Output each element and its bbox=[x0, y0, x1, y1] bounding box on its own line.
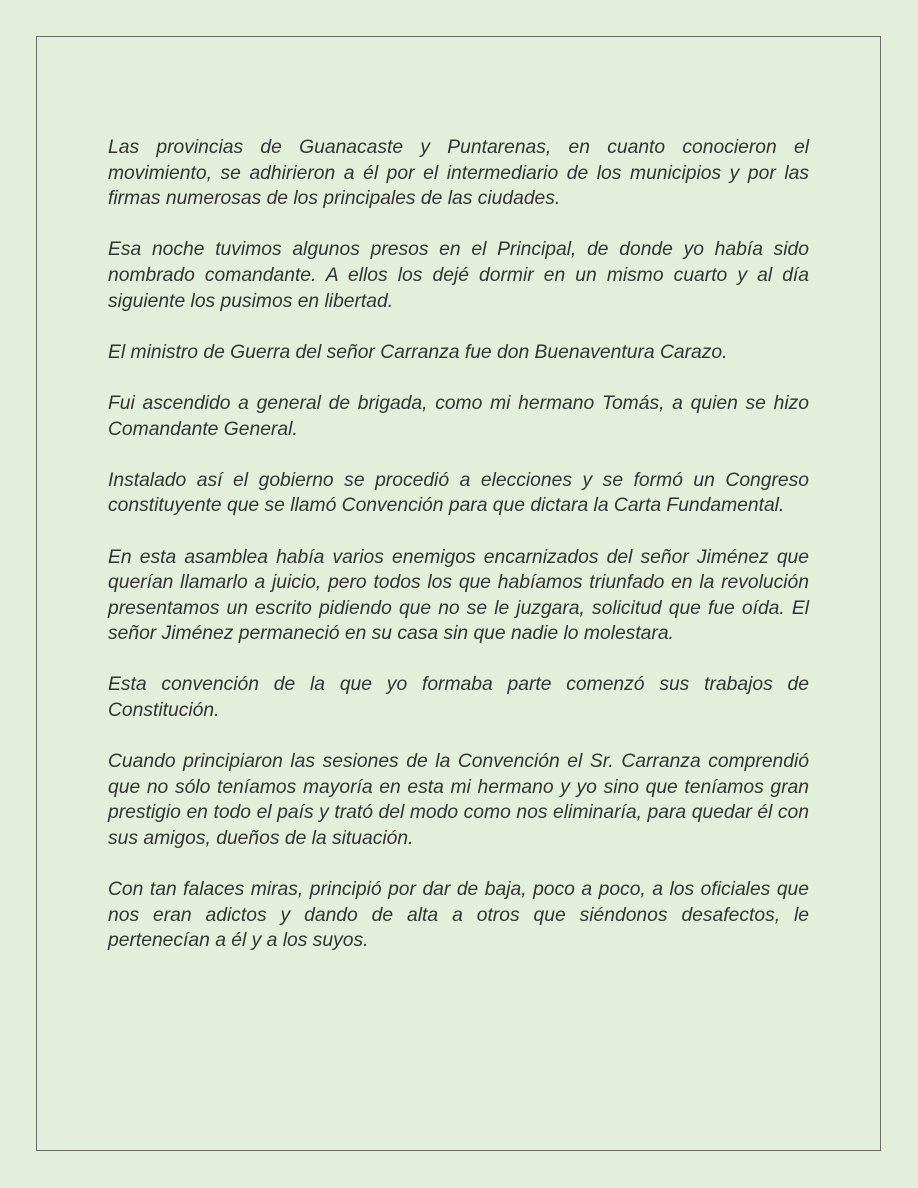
paragraph: Fui ascendido a general de brigada, como mi hermano Tomás, a quien se hizo Comandante General. bbox=[108, 392, 809, 440]
paragraph: El ministro de Guerra del señor Carranza fue don Buenaventura Carazo. bbox=[108, 341, 728, 363]
paragraph: Las provincias de Guanacaste y Puntarenas, en cuanto conocieron el movimiento, se adhirieron a él por el intermediario de los municipios y por las firmas numerosas de los principales de las ciudades. bbox=[108, 137, 809, 210]
document-body bbox=[108, 135, 809, 954]
paragraph: Instalado así el gobierno se procedió a elecciones y se formó un Congreso constituyente que se llamó Convención para que dictara la Carta Fundamental. bbox=[108, 469, 809, 517]
paragraph: Con tan falaces miras, principió por dar de baja, poco a poco, a los oficiales que nos eran adictos y dando de alta a otros que siéndonos desafectos, le pertenecían a él y a los suyos. bbox=[108, 879, 809, 952]
paragraph: Cuando principiaron las sesiones de la Convención el Sr. Carranza comprendió que no sólo teníamos mayoría en esta mi hermano y yo sino que teníamos gran prestigio en todo el país y trató del modo como nos eliminaría, para quedar él con sus amigos, dueños de la situación. bbox=[108, 751, 809, 850]
paragraph: En esta asamblea había varios enemigos encarnizados del señor Jiménez que querían llamarlo a juicio, pero todos los que habíamos triunfado en la revolución presentamos un escrito pidiendo que no se le juzgara, solicitud que fue oída. El señor Jiménez permaneció en su casa sin que nadie lo molestara. bbox=[108, 546, 809, 645]
paragraph: Esa noche tuvimos algunos presos en el Principal, de donde yo había sido nombrado comandante. A ellos los dejé dormir en un mismo cuarto y al día siguiente los pusimos en libertad. bbox=[108, 239, 809, 312]
paragraph: Esta convención de la que yo formaba parte comenzó sus trabajos de Constitución. bbox=[108, 674, 809, 722]
